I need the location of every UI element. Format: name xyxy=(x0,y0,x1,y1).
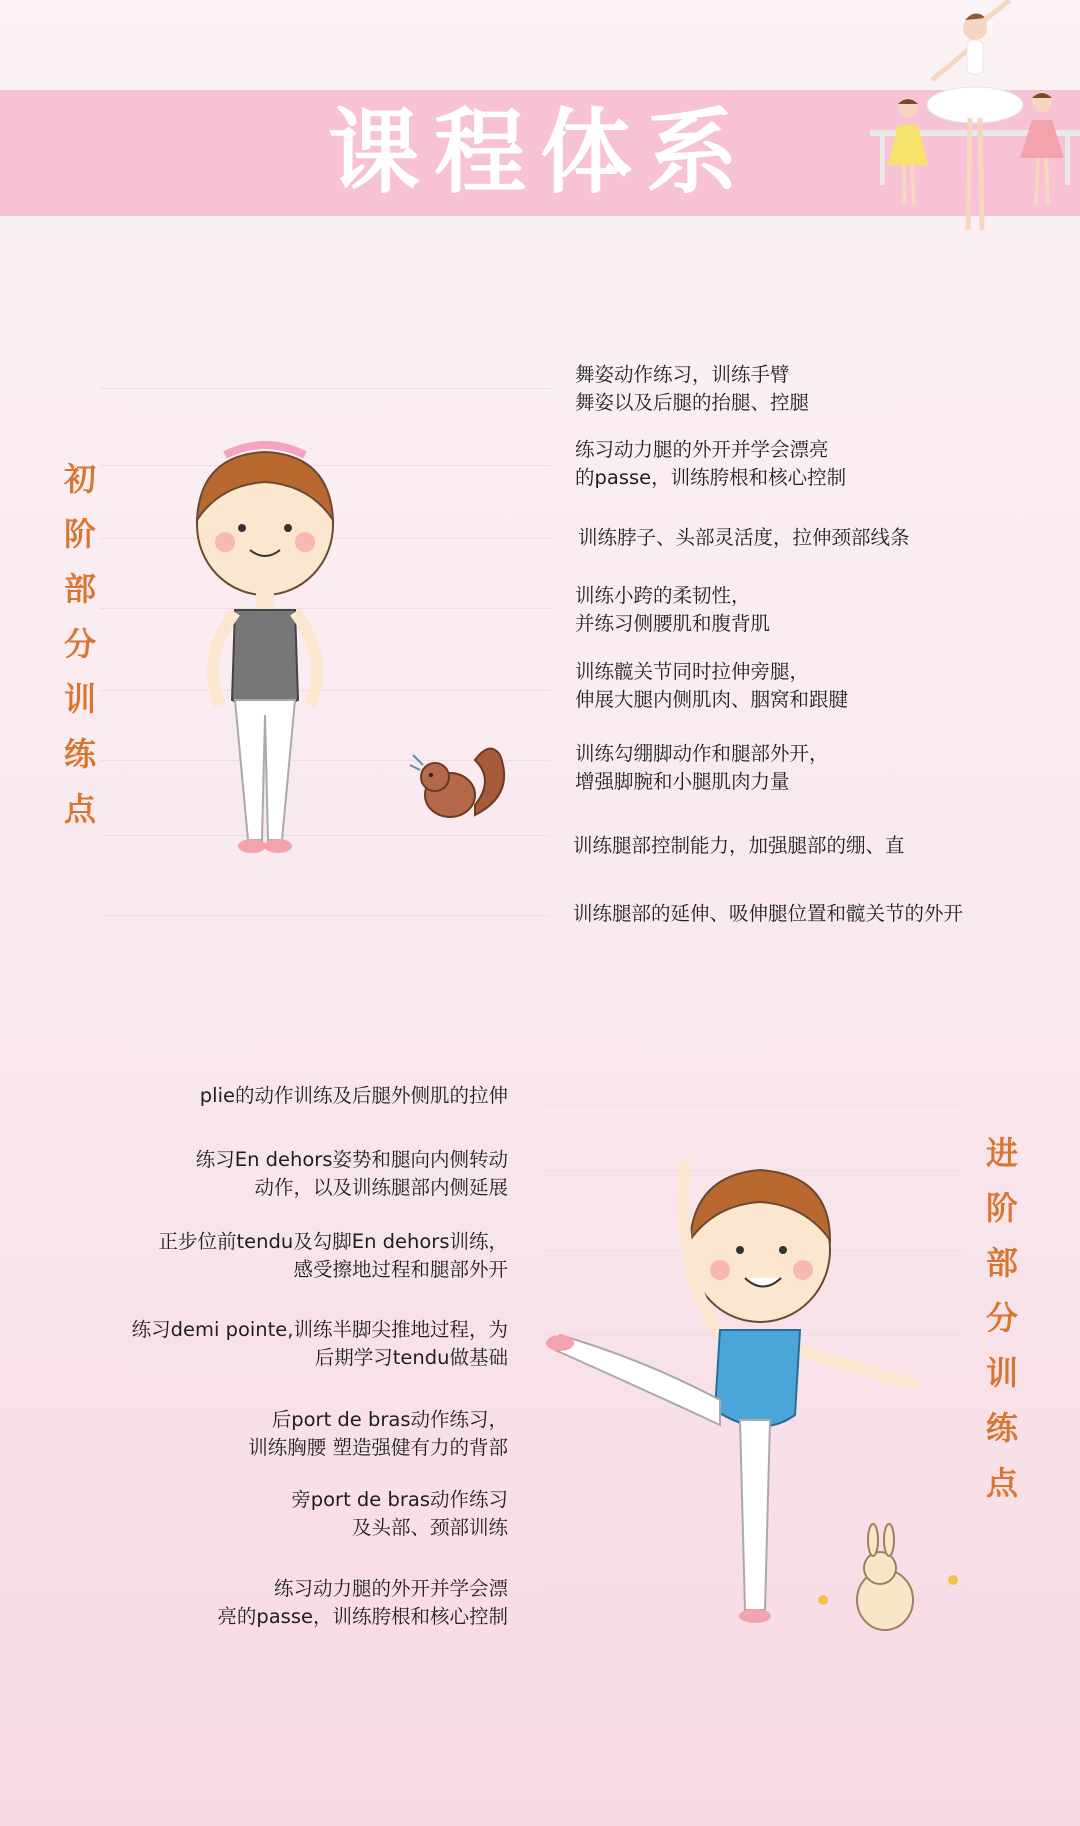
advanced-item: 旁port de bras动作练习 及头部、颈部训练 xyxy=(291,1488,508,1539)
beginner-item: 练习动力腿的外开并学会漂亮 的passe，训练胯根和核心控制 xyxy=(575,438,847,489)
beginner-item: 训练小跨的柔韧性， 并练习侧腰肌和腹背肌 xyxy=(575,584,771,635)
advanced-item: 练习动力腿的外开并学会漂 亮的passe，训练胯根和核心控制 xyxy=(217,1577,508,1628)
beginner-section-title: 初 阶 部 分 训 练 点 xyxy=(63,460,96,828)
advanced-item: 练习demi pointe,训练半脚尖推地过程，为 后期学习tendu做基础 xyxy=(131,1318,508,1369)
advanced-item: plie的动作训练及后腿外侧肌的拉伸 xyxy=(199,1084,508,1107)
advanced-section-title: 进 阶 部 分 训 练 点 xyxy=(985,1134,1018,1502)
beginner-item: 训练勾绷脚动作和腿部外开， 增强脚腕和小腿肌肉力量 xyxy=(575,742,829,793)
beginner-item: 舞姿动作练习，训练手臂 舞姿以及后腿的抬腿、控腿 xyxy=(575,363,810,414)
ballerina-group-illustration xyxy=(870,0,1080,240)
beginner-item: 训练髋关节同时拉伸旁腿， 伸展大腿内侧肌肉、胭窝和跟腱 xyxy=(575,660,849,711)
beginner-item: 训练腿部控制能力，加强腿部的绷、直 xyxy=(573,834,905,857)
advanced-item: 后port de bras动作练习， 训练胸腰 塑造强健有力的背部 xyxy=(248,1408,508,1459)
page-title: 课程体系 xyxy=(327,99,752,206)
advanced-item: 练习En dehors姿势和腿向内侧转动 动作，以及训练腿部内侧延展 xyxy=(195,1148,508,1199)
beginner-item: 训练腿部的延伸、吸伸腿位置和髋关节的外开 xyxy=(573,902,964,925)
squirrel-illustration xyxy=(405,735,520,835)
advanced-item: 正步位前tendu及勾脚En dehors训练， 感受擦地过程和腿部外开 xyxy=(158,1230,508,1281)
beginner-item: 训练脖子、头部灵活度，拉伸颈部线条 xyxy=(578,526,910,549)
bunny-illustration xyxy=(805,1520,965,1640)
divider-line xyxy=(100,915,550,916)
divider-line xyxy=(100,388,550,389)
girl-dancer-illustration xyxy=(180,430,350,870)
divider-line xyxy=(545,1105,965,1106)
